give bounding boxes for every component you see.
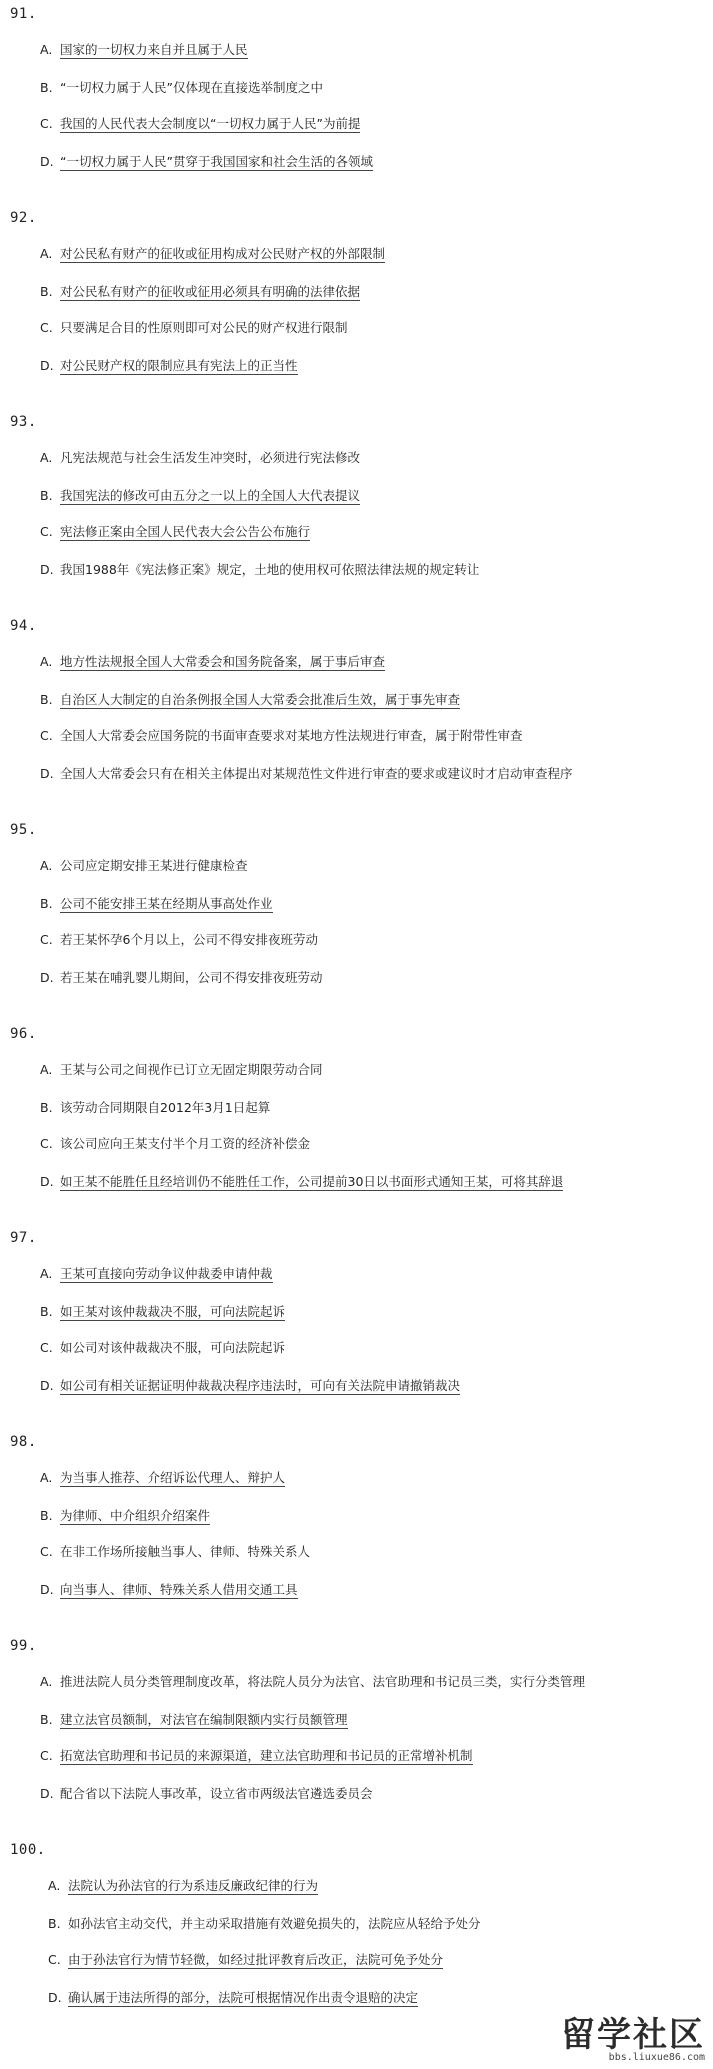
option-c bbox=[40, 114, 360, 132]
option-a bbox=[40, 1468, 285, 1486]
option-d bbox=[40, 560, 479, 578]
option-c bbox=[40, 930, 318, 948]
option-letter: B. bbox=[40, 80, 53, 95]
option-d bbox=[40, 764, 573, 782]
option-text: 宪法修正案由全国人民代表大会公告公布施行 bbox=[60, 524, 311, 539]
option-a bbox=[40, 1060, 323, 1078]
question-number: 95. bbox=[10, 822, 37, 838]
option-b bbox=[40, 78, 323, 96]
option-text: 确认属于违法所得的部分，法院可根据情况作出责令退赔的决定 bbox=[68, 1990, 419, 2005]
option-letter: D. bbox=[40, 1378, 54, 1393]
option-letter: D. bbox=[40, 766, 54, 781]
option-a bbox=[40, 1672, 585, 1690]
option-text: 对公民私有财产的征收或征用构成对公民财产权的外部限制 bbox=[60, 246, 386, 261]
option-c bbox=[40, 726, 523, 744]
option-letter: A. bbox=[40, 246, 53, 261]
option-text: 建立法官员额制，对法官在编制限额内实行员额管理 bbox=[60, 1712, 348, 1727]
option-c bbox=[40, 1338, 285, 1356]
option-letter: B. bbox=[40, 488, 53, 503]
option-text: 若王某怀孕6个月以上，公司不得安排夜班劳动 bbox=[60, 932, 318, 947]
option-letter: A. bbox=[40, 654, 53, 669]
option-letter: B. bbox=[40, 1712, 53, 1727]
option-letter: A. bbox=[40, 858, 53, 873]
option-c bbox=[40, 1746, 473, 1764]
question-number: 94. bbox=[10, 618, 37, 634]
option-letter: B. bbox=[40, 1508, 53, 1523]
question-number: 100. bbox=[10, 1842, 46, 1858]
option-text: 在非工作场所接触当事人、律师、特殊关系人 bbox=[60, 1544, 311, 1559]
option-text: 该公司应向王某支付半个月工资的经济补偿金 bbox=[60, 1136, 311, 1151]
option-b bbox=[40, 690, 460, 708]
option-text: 我国宪法的修改可由五分之一以上的全国人大代表提议 bbox=[60, 488, 361, 503]
option-letter: A. bbox=[40, 1470, 53, 1485]
option-a bbox=[40, 652, 385, 670]
option-letter: A. bbox=[40, 450, 53, 465]
option-letter: D. bbox=[40, 970, 54, 985]
option-text: 为当事人推荐、介绍诉讼代理人、辩护人 bbox=[60, 1470, 286, 1485]
option-text: 如王某对该仲裁裁决不服，可向法院起诉 bbox=[60, 1304, 286, 1319]
question-number: 97. bbox=[10, 1230, 37, 1246]
option-text: 该劳动合同期限自2012年3月1日起算 bbox=[60, 1100, 271, 1115]
option-b bbox=[48, 1914, 481, 1932]
option-text: 拓宽法官助理和书记员的来源渠道，建立法官助理和书记员的正常增补机制 bbox=[60, 1748, 473, 1763]
option-text: 如王某不能胜任且经培训仍不能胜任工作，公司提前30日以书面形式通知王某，可将其辞退 bbox=[60, 1174, 564, 1189]
option-d bbox=[40, 1580, 298, 1598]
option-letter: A. bbox=[48, 1878, 61, 1893]
option-letter: A. bbox=[40, 42, 53, 57]
option-text: 国家的一切权力来自并且属于人民 bbox=[60, 42, 248, 57]
option-b bbox=[40, 282, 360, 300]
question-number: 96. bbox=[10, 1026, 37, 1042]
option-d bbox=[40, 1172, 563, 1190]
option-b bbox=[40, 1302, 285, 1320]
option-letter: C. bbox=[40, 320, 53, 335]
option-text: 地方性法规报全国人大常委会和国务院备案，属于事后审查 bbox=[60, 654, 386, 669]
option-letter: C. bbox=[40, 728, 53, 743]
option-b bbox=[40, 1506, 210, 1524]
option-text: 我国的人民代表大会制度以“一切权力属于人民”为前提 bbox=[60, 116, 361, 131]
question-number: 99. bbox=[10, 1638, 37, 1654]
option-text: 法院认为孙法官的行为系违反廉政纪律的行为 bbox=[68, 1878, 319, 1893]
option-text: 王某可直接向劳动争议仲裁委申请仲裁 bbox=[60, 1266, 273, 1281]
option-text: 由于孙法官行为情节轻微，如经过批评教育后改正，法院可免予处分 bbox=[68, 1952, 444, 1967]
option-text: 凡宪法规范与社会生活发生冲突时，必须进行宪法修改 bbox=[60, 450, 361, 465]
option-text: 如公司有相关证据证明仲裁裁决程序违法时，可向有关法院申请撤销裁决 bbox=[60, 1378, 461, 1393]
option-letter: D. bbox=[40, 1786, 54, 1801]
option-b bbox=[40, 486, 360, 504]
watermark bbox=[561, 2007, 705, 2063]
option-letter: C. bbox=[40, 932, 53, 947]
option-b bbox=[40, 1710, 348, 1728]
option-letter: A. bbox=[40, 1266, 53, 1281]
watermark-logo: 留学社区 bbox=[561, 2015, 705, 2055]
option-c bbox=[40, 1542, 310, 1560]
option-letter: B. bbox=[40, 1100, 53, 1115]
option-d bbox=[40, 356, 298, 374]
option-letter: B. bbox=[40, 284, 53, 299]
option-d bbox=[40, 968, 323, 986]
option-letter: D. bbox=[40, 1582, 54, 1597]
option-a bbox=[40, 448, 360, 466]
option-letter: C. bbox=[48, 1952, 61, 1967]
option-text: 全国人大常委会应国务院的书面审查要求对某地方性法规进行审查，属于附带性审查 bbox=[60, 728, 523, 743]
option-b bbox=[40, 894, 273, 912]
option-letter: B. bbox=[40, 692, 53, 707]
option-letter: C. bbox=[40, 1136, 53, 1151]
option-c bbox=[48, 1950, 443, 1968]
option-c bbox=[40, 1134, 310, 1152]
option-letter: D. bbox=[48, 1990, 62, 2005]
option-text: “一切权力属于人民”仅体现在直接选举制度之中 bbox=[60, 80, 323, 95]
option-a bbox=[40, 40, 248, 58]
option-a bbox=[40, 1264, 273, 1282]
option-letter: D. bbox=[40, 562, 54, 577]
option-text: 如公司对该仲裁裁决不服，可向法院起诉 bbox=[60, 1340, 286, 1355]
option-a bbox=[40, 244, 385, 262]
option-text: 自治区人大制定的自治条例报全国人大常委会批准后生效，属于事先审查 bbox=[60, 692, 461, 707]
option-letter: C. bbox=[40, 1748, 53, 1763]
option-c bbox=[40, 522, 310, 540]
option-text: 为律师、中介组织介绍案件 bbox=[60, 1508, 211, 1523]
option-letter: B. bbox=[40, 896, 53, 911]
option-text: 公司应定期安排王某进行健康检查 bbox=[60, 858, 248, 873]
watermark-url: bbs.liuxue86.com bbox=[608, 2052, 705, 2063]
option-d bbox=[40, 1784, 373, 1802]
question-number: 92. bbox=[10, 210, 37, 226]
option-text: 若王某在哺乳婴儿期间，公司不得安排夜班劳动 bbox=[60, 970, 323, 985]
option-text: 只要满足合目的性原则即可对公民的财产权进行限制 bbox=[60, 320, 348, 335]
option-c bbox=[40, 318, 348, 336]
option-letter: B. bbox=[48, 1916, 61, 1931]
option-letter: B. bbox=[40, 1304, 53, 1319]
question-number: 91. bbox=[10, 6, 37, 22]
option-text: 配合省以下法院人事改革，设立省市两级法官遴选委员会 bbox=[60, 1786, 373, 1801]
option-letter: C. bbox=[40, 116, 53, 131]
option-text: 全国人大常委会只有在相关主体提出对某规范性文件进行审查的要求或建议时才启动审查程序 bbox=[60, 766, 573, 781]
option-b bbox=[40, 1098, 270, 1116]
option-text: 公司不能安排王某在经期从事高处作业 bbox=[60, 896, 273, 911]
option-letter: D. bbox=[40, 358, 54, 373]
option-letter: C. bbox=[40, 1340, 53, 1355]
option-text: 王某与公司之间视作已订立无固定期限劳动合同 bbox=[60, 1062, 323, 1077]
question-number: 93. bbox=[10, 414, 37, 430]
option-letter: C. bbox=[40, 524, 53, 539]
option-text: 如孙法官主动交代，并主动采取措施有效避免损失的，法院应从轻给予处分 bbox=[68, 1916, 481, 1931]
option-text: “一切权力属于人民”贯穿于我国国家和社会生活的各领域 bbox=[60, 154, 373, 169]
question-number: 98. bbox=[10, 1434, 37, 1450]
option-d bbox=[40, 152, 373, 170]
option-text: 对公民私有财产的征收或征用必须具有明确的法律依据 bbox=[60, 284, 361, 299]
option-letter: A. bbox=[40, 1062, 53, 1077]
option-text: 推进法院人员分类管理制度改革，将法院人员分为法官、法官助理和书记员三类，实行分类管理 bbox=[60, 1674, 586, 1689]
option-d bbox=[48, 1988, 418, 2006]
option-text: 对公民财产权的限制应具有宪法上的正当性 bbox=[60, 358, 298, 373]
option-letter: D. bbox=[40, 154, 54, 169]
option-d bbox=[40, 1376, 460, 1394]
option-letter: D. bbox=[40, 1174, 54, 1189]
option-text: 向当事人、律师、特殊关系人借用交通工具 bbox=[60, 1582, 298, 1597]
option-letter: C. bbox=[40, 1544, 53, 1559]
option-a bbox=[40, 856, 248, 874]
option-a bbox=[48, 1876, 318, 1894]
option-letter: A. bbox=[40, 1674, 53, 1689]
option-text: 我国1988年《宪法修正案》规定，土地的使用权可依照法律法规的规定转让 bbox=[60, 562, 480, 577]
